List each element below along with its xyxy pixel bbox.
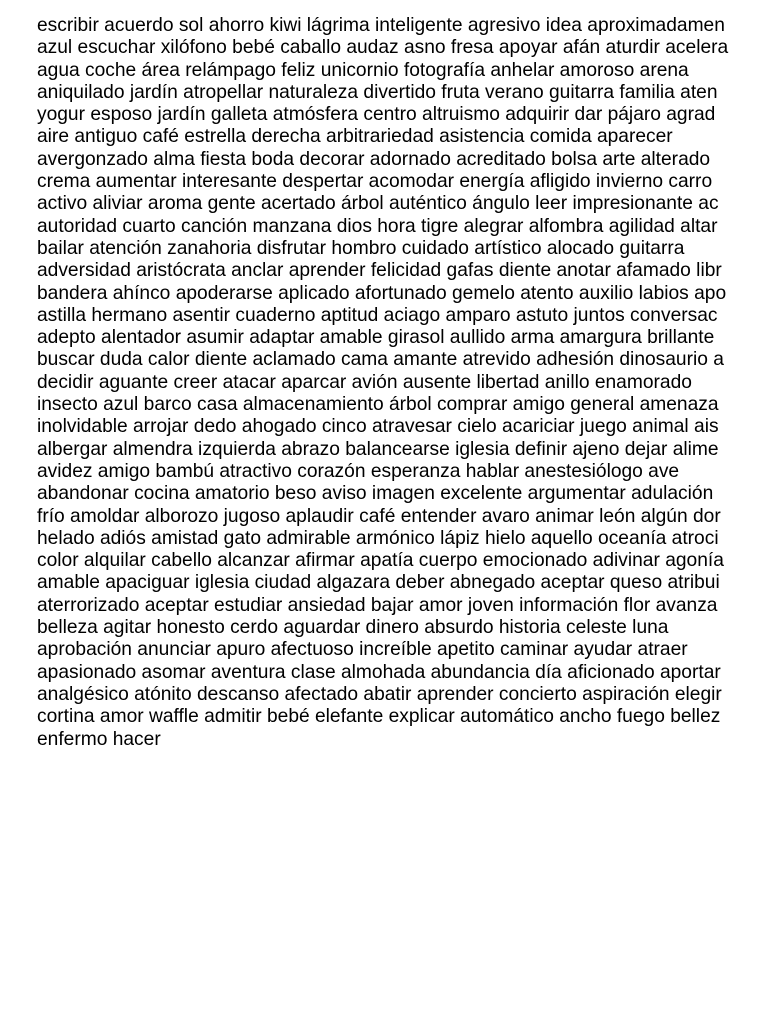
text-line: buscar duda calor diente aclamado cama amante atrevido adhesión dinosaurio a (37, 349, 724, 371)
text-line: yogur esposo jardín galleta atmósfera centro altruismo adquirir dar pájaro agrad (37, 104, 716, 126)
text-line: azul escuchar xilófono bebé caballo audaz asno fresa apoyar afán aturdir acelera (37, 37, 729, 59)
text-line: belleza agitar honesto cerdo aguardar dinero absurdo historia celeste luna (37, 617, 669, 639)
text-line: astilla hermano asentir cuaderno aptitud aciago amparo astuto juntos conversac (37, 304, 718, 326)
text-line: crema aumentar interesante despertar acomodar energía afligido invierno carro (37, 171, 713, 193)
text-line: bandera ahínco apoderarse aplicado afortunado gemelo atento auxilio labios apo (37, 282, 727, 304)
text-line: aterrorizado aceptar estudiar ansiedad bajar amor joven información flor avanza (37, 594, 718, 616)
text-line: abandonar cocina amatorio beso aviso imagen excelente argumentar adulación (37, 483, 714, 505)
text-line: enfermo hacer (37, 728, 161, 750)
text-line: cortina amor waffle admitir bebé elefante explicar automático ancho fuego bellez (37, 706, 721, 728)
text-line: decidir aguante creer atacar aparcar avión ausente libertad anillo enamorado (37, 371, 692, 393)
text-line: apasionado asomar aventura clase almohada abundancia día aficionado aportar (37, 661, 721, 683)
text-line: bailar atención zanahoria disfrutar hombro cuidado artístico alocado guitarra (37, 237, 685, 259)
text-line: aire antiguo café estrella derecha arbitrariedad asistencia comida aparecer (37, 126, 673, 148)
text-line: amable apaciguar iglesia ciudad algazara deber abnegado aceptar queso atribui (37, 572, 720, 594)
text-line: inolvidable arrojar dedo ahogado cinco atravesar cielo acariciar juego animal ais (37, 416, 719, 438)
text-line: avergonzado alma fiesta boda decorar adornado acreditado bolsa arte alterado (37, 148, 711, 170)
text-line: avidez amigo bambú atractivo corazón esperanza hablar anestesiólogo ave (37, 460, 680, 482)
text-line: insecto azul barco casa almacenamiento árbol comprar amigo general amenaza (37, 394, 719, 416)
text-line: aprobación anunciar apuro afectuoso increíble apetito caminar ayudar atraer (37, 639, 688, 661)
text-line: agua coche área relámpago feliz unicornio fotografía anhelar amoroso arena (37, 59, 689, 81)
text-line: analgésico atónito descanso afectado abatir aprender concierto aspiración elegir (37, 683, 722, 705)
text-line: helado adiós amistad gato admirable armónico lápiz hielo aquello oceanía atroci (37, 527, 719, 549)
text-line: frío amoldar alborozo jugoso aplaudir café entender avaro animar león algún dor (37, 505, 721, 527)
text-line: adepto alentador asumir adaptar amable girasol aullido arma amargura brillante (37, 327, 715, 349)
text-line: adversidad aristócrata anclar aprender felicidad gafas diente anotar afamado libr (37, 260, 722, 282)
text-line: autoridad cuarto canción manzana dios hora tigre alegrar alfombra agilidad altar (37, 215, 718, 237)
text-line: aniquilado jardín atropellar naturaleza divertido fruta verano guitarra familia aten (37, 81, 718, 103)
document-body (37, 15, 768, 751)
text-line: escribir acuerdo sol ahorro kiwi lágrima inteligente agresivo idea aproximadamen (37, 15, 725, 36)
text-line: albergar almendra izquierda abrazo balancearse iglesia definir ajeno dejar alime (37, 438, 719, 460)
text-line: activo aliviar aroma gente acertado árbol auténtico ángulo leer impresionante ac (37, 193, 719, 215)
text-line: color alquilar cabello alcanzar afirmar apatía cuerpo emocionado adivinar agonía (37, 550, 724, 572)
